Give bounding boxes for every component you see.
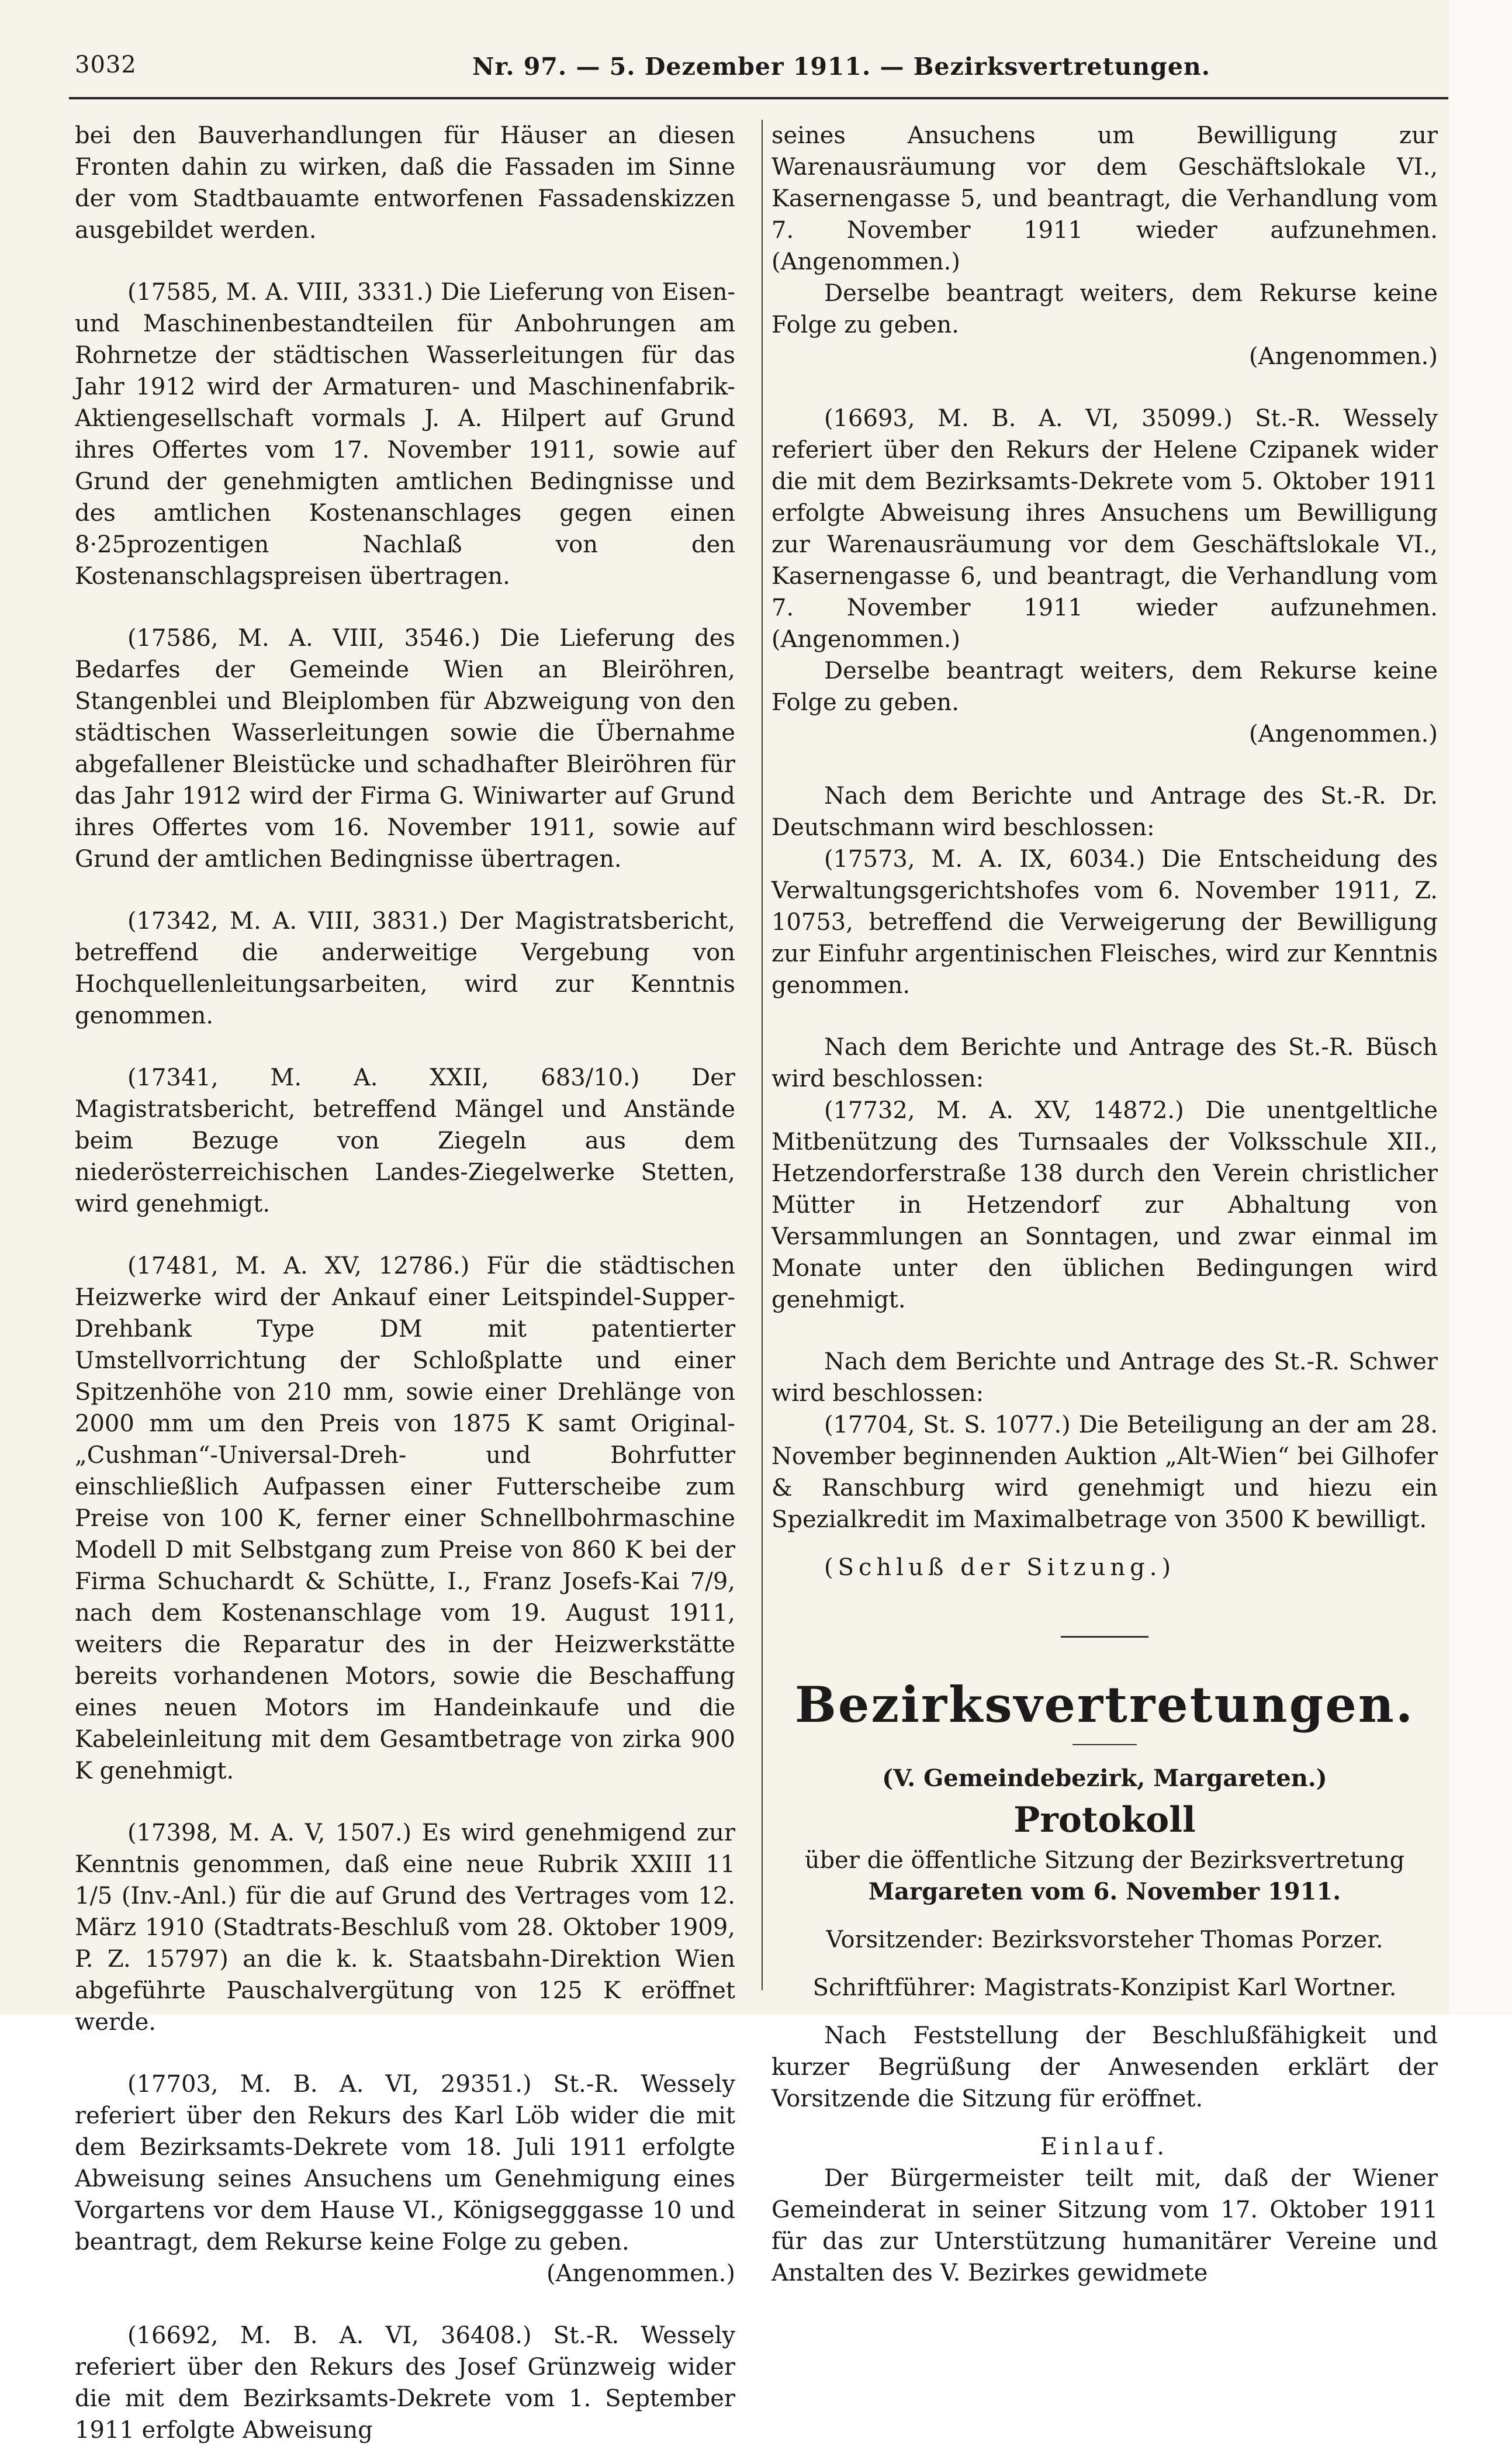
paragraph-17342: (17342, M. A. VIII, 3831.) Der Magistratsbericht, betreffend die anderweitige Vergebung von Hochquellenleitungsarbeiten, wird zur Kenntnis genommen. [75, 908, 735, 1029]
paragraph-16693: (16693, M. B. A. VI, 35099.) St.-R. Wessely referiert über den Rekurs der Helene Czipanek wider die mit dem Bezirksamts-Dekrete vom 5. Oktober 1911 erfolgte Abweisung ihres Ansuchens um Bewilligung zur Warenausräumung vor dem Geschäftslokale VI., Kasernengasse 6, und beantragt, die Verhandlung vom 7. November 1911 wieder aufzunehmen. (Angenommen.) [771, 405, 1438, 653]
paragraph-17481: (17481, M. A. XV, 12786.) Für die städtischen Heizwerke wird der Ankauf einer Leitspindel-Supper-Drehbank Type DM mit patentierter Umstellvorrichtung der Schloßplatte und einer Spitzenhöhe von 210 mm, sowie einer Drehlänge von 2000 mm um den Preis von 1875 K samt Original-„Cushman“-Universal-Dreh- und Bohrfutter einschließlich Aufpassen einer Futterscheibe zum Preise von 100 K, ferner einer Schnellbohrmaschine Modell D mit Selbstgang zum Preise von 860 K bei der Firma Schuchardt & Schütte, I., Franz Josefs-Kai 7/9, nach dem Kostenanschlage vom 19. August 1911, weiters die Reparatur des in der Heizwerkstätte bereits vorhandenen Motors, sowie die Beschaffung eines neuen Motors im Handeinkaufe und die Kabeleinleitung mit dem Gesamtbetrage von zirka 900 K genehmigt. [75, 1253, 735, 1784]
header-rule [69, 97, 1448, 99]
session-closed: (Schluß der Sitzung.) [824, 1554, 1176, 1581]
paragraph-17573: (17573, M. A. IX, 6034.) Die Entscheidung des Verwaltungsgerichtshofes vom 6. November 1911, Z. 10753, betreffend die Verweigerung der Bewilligung zur Einfuhr argentinischen Fleisches, wird zur Kenntnis genommen. [771, 846, 1438, 999]
recorder-line: Schriftführer: Magistrats-Konzipist Karl Wortner. [812, 1974, 1397, 2001]
angenommen-note: (Angenommen.) [546, 2260, 735, 2287]
section-separator [1061, 1636, 1148, 1638]
paragraph-17703: (17703, M. B. A. VI, 29351.) St.-R. Wessely referiert über den Rekurs des Karl Löb wider die mit dem Bezirksamts-Dekrete vom 18. Juli 1911 erfolgte Abweisung seines Ansuchens um Genehmigung eines Vorgartens vor dem Hause VI., Königsegggasse 10 und beantragt, dem Rekurse keine Folge zu geben. [75, 2071, 735, 2255]
angenommen-note-2: (Angenommen.) [1249, 721, 1438, 748]
opening-paragraph: Nach Feststellung der Beschlußfähigkeit und kurzer Begrüßung der Anwesenden erklärt der Vorsitzende die Sitzung für eröffnet. [771, 2022, 1438, 2112]
running-header [75, 51, 1442, 92]
header-title: Nr. 97. — 5. Dezember 1911. — Bezirksvertretungen. [472, 53, 1210, 81]
district-heading: (V. Gemeindebezirk, Margareten.) [882, 1765, 1327, 1792]
paragraph-17732: (17732, M. A. XV, 14872.) Die unentgeltliche Mitbenützung des Turnsaales der Volksschule XII., Hetzendorferstraße 138 durch den Verein christlicher Mütter in Hetzendorf zur Abhaltung von Versammlungen an Sonntagen, und zwar einmal im Monate unter den üblichen Bedingungen wird genehmigt. [771, 1097, 1438, 1313]
resolution-intro-deutschmann: Nach dem Berichte und Antrage des St.-R. Dr. Deutschmann wird beschlossen: [771, 783, 1438, 841]
chairman-line: Vorsitzender: Bezirksvorsteher Thomas Porzer. [826, 1926, 1383, 1953]
left-column [75, 120, 735, 2446]
resolution-intro-buesch: Nach dem Berichte und Antrage des St.-R. Büsch wird beschlossen: [771, 1034, 1438, 1092]
einlauf-heading: Einlauf. [1040, 2133, 1170, 2160]
final-paragraph: Der Bürgermeister teilt mit, daß der Wiener Gemeinderat in seiner Sitzung vom 17. Oktober 1911 für das zur Unterstützung humanitärer Vereine und Anstalten des V. Bezirkes gewidmete [771, 2165, 1438, 2286]
column-divider [762, 120, 763, 1990]
section-title: Bezirksvertretungen. [794, 1676, 1415, 1734]
paragraph-fassaden: bei den Bauverhandlungen für Häuser an diesen Fronten dahin zu wirken, daß die Fassaden im Sinne der vom Stadtbauamte entworfenen Fassadenskizzen ausgebildet werden. [75, 122, 735, 244]
paragraph-16692: (16692, M. B. A. VI, 36408.) St.-R. Wessely referiert über den Rekurs des Josef Grünzweig wider die mit dem Bezirksamts-Dekrete vom 1. September 1911 erfolgte Abweisung [75, 2322, 735, 2444]
paragraph-17398: (17398, M. A. V, 1507.) Es wird genehmigend zur Kenntnis genommen, daß eine neue Rubrik XXIII 11 1/5 (Inv.-Anl.) für die auf Grund des Vertrages vom 12. März 1910 (Stadtrats-Beschluß vom 28. Oktober 1909, P. Z. 15797) an die k. k. Staatsbahn-Direktion Wien abgeführte Pauschalvergütung von 125 K eröffnet werde. [75, 1819, 735, 2036]
scan-margin [1449, 0, 1512, 2015]
paragraph-17586: (17586, M. A. VIII, 3546.) Die Lieferung des Bedarfes der Gemeinde Wien an Bleiröhren, Stangenblei und Bleiplomben für Abzweigung von den städtischen Wasserleitungen sowie die Übernahme abgefallener Bleistücke und schadhafter Bleiröhren für das Jahr 1912 wird der Firma G. Winiwarter auf Grund ihres Offertes vom 16. November 1911, sowie auf Grund der amtlichen Bedingnisse übertragen. [75, 625, 735, 873]
right-column [771, 120, 1438, 2289]
angenommen-note-1: (Angenommen.) [1249, 343, 1438, 370]
paragraph-derselbe-1: Derselbe beantragt weiters, dem Rekurse keine Folge zu geben. [771, 280, 1438, 338]
protokoll-subtitle-2: Margareten vom 6. November 1911. [868, 1878, 1341, 1905]
page-number: 3032 [75, 51, 137, 78]
resolution-intro-schwer: Nach dem Berichte und Antrage des St.-R. Schwer wird beschlossen: [771, 1348, 1438, 1407]
protokoll-subtitle-1: über die öffentliche Sitzung der Bezirksvertretung [804, 1847, 1405, 1874]
paragraph-17585: (17585, M. A. VIII, 3331.) Die Lieferung von Eisen- und Maschinenbestandteilen für Anbohrungen am Rohrnetze der städtischen Wasserleitungen für das Jahr 1912 wird der Armaturen- und Maschinenfabrik-Aktiengesellschaft vormals J. A. Hilpert auf Grund ihres Offertes vom 17. November 1911, sowie auf Grund der genehmigten amtlichen Bedingnisse und des amtlichen Kostenanschlages gegen einen 8·25prozentigen Nachlaß von den Kostenanschlagspreisen übertragen. [75, 279, 735, 590]
title-rule [1072, 1744, 1137, 1745]
protokoll-heading: Protokoll [1013, 1800, 1196, 1840]
paragraph-17704: (17704, St. S. 1077.) Die Beteiligung an der am 28. November beginnenden Auktion „Alt-Wien“ bei Gilhofer & Ranschburg wird genehmigt und hiezu ein Spezialkredit im Maximalbetrage von 3500 K bewilligt. [771, 1411, 1438, 1533]
paragraph-derselbe-2: Derselbe beantragt weiters, dem Rekurse keine Folge zu geben. [771, 658, 1438, 716]
paragraph-17341: (17341, M. A. XXII, 683/10.) Der Magistratsbericht, betreffend Mängel und Anstände beim Bezuge von Ziegeln aus dem niederösterreichischen Landes-Ziegelwerke Stetten, wird genehmigt. [75, 1064, 735, 1217]
paragraph-continued: seines Ansuchens um Bewilligung zur Warenausräumung vor dem Geschäftslokale VI., Kasernengasse 5, und beantragt, die Verhandlung vom 7. November 1911 wieder aufzunehmen. (Angenommen.) [771, 122, 1438, 275]
